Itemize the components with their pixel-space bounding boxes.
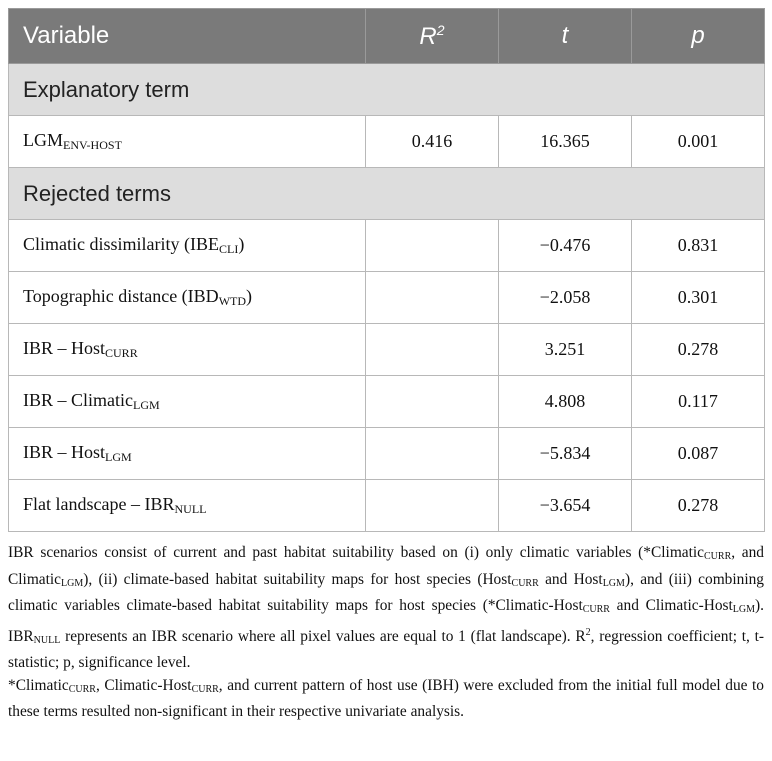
cell-r2 <box>366 272 499 324</box>
cell-variable <box>9 428 366 480</box>
cell-variable <box>9 272 366 324</box>
variable-subscript: LGM <box>133 398 160 412</box>
cell-variable <box>9 480 366 532</box>
header-row <box>9 9 765 64</box>
section-row-explanatory <box>9 64 765 116</box>
note-text: ), and (iii) combining climatic variables climate-based habitat suitability maps for host species (*Climatic-Host <box>8 570 764 614</box>
cell-t: −3.654 <box>499 480 632 532</box>
section-row-rejected <box>9 168 765 220</box>
cell-p: 0.301 <box>632 272 765 324</box>
variable-subscript: CURR <box>105 346 138 360</box>
cell-r2 <box>366 376 499 428</box>
cell-r2: 0.416 <box>366 116 499 168</box>
header-variable: Variable <box>9 9 366 64</box>
variable-text: IBR – Host <box>23 442 106 462</box>
header-t: t <box>499 9 632 64</box>
cell-p: 0.117 <box>632 376 765 428</box>
cell-t: −2.058 <box>499 272 632 324</box>
variable-text: IBR – Climatic <box>23 390 133 410</box>
cell-p: 0.831 <box>632 220 765 272</box>
cell-variable <box>9 324 366 376</box>
note-text: and Climatic-Host <box>609 597 733 614</box>
cell-p: 0.278 <box>632 324 765 376</box>
note-subscript: CURR <box>511 577 539 589</box>
results-table-container <box>8 8 764 724</box>
cell-variable <box>9 220 366 272</box>
note-subscript: CURR <box>582 604 610 615</box>
variable-subscript: NULL <box>174 502 207 516</box>
header-r2-sup: 2 <box>436 21 445 38</box>
cell-r2 <box>366 220 499 272</box>
variable-subscript: CLI <box>218 242 239 256</box>
note-subscript: LGM <box>61 577 84 589</box>
cell-r2 <box>366 324 499 376</box>
variable-tail: ) <box>246 286 253 306</box>
variable-text: Climatic dissimilarity (IBE <box>23 234 219 254</box>
variable-subscript: LGM <box>105 450 132 464</box>
table-footnotes <box>8 542 764 724</box>
note-text: and Host <box>538 570 603 588</box>
note-text: ), (ii) climate-based habitat suitability maps for host species (Host <box>83 570 512 588</box>
cell-p: 0.278 <box>632 480 765 532</box>
note-subscript: NULL <box>33 634 61 646</box>
section-title-explanatory: Explanatory term <box>9 64 765 116</box>
cell-r2 <box>366 480 499 532</box>
note-text: , regression coefficient; t, t-statistic; p, significance level. <box>8 627 765 672</box>
cell-t: 4.808 <box>499 376 632 428</box>
cell-t: −0.476 <box>499 220 632 272</box>
table-row <box>9 220 765 272</box>
note-subscript: LGM <box>732 604 756 615</box>
table-row <box>9 376 765 428</box>
header-p: p <box>632 9 765 64</box>
note-text: , and Climatic <box>8 544 765 588</box>
cell-variable <box>9 376 366 428</box>
variable-subscript: ENV-HOST <box>63 138 122 152</box>
cell-p: 0.087 <box>632 428 765 480</box>
note-subscript: CURR <box>704 551 732 562</box>
note-text: ). IBR <box>8 597 764 645</box>
note-subscript: CURR <box>191 683 219 695</box>
table-row <box>9 116 765 168</box>
variable-text: IBR – Host <box>23 338 106 358</box>
table-row <box>9 480 765 532</box>
note-text: IBR scenarios consist of current and past habitat suitability based on (i) only climatic variables (*Climatic <box>8 544 705 561</box>
table-row <box>9 428 765 480</box>
cell-t: 16.365 <box>499 116 632 168</box>
note-text: , and current pattern of host use (IBH) were excluded from the initial full model due to these terms resulted non-significant in their respective univariate analysis. <box>8 676 764 721</box>
variable-text: LGM <box>23 130 63 150</box>
header-r2 <box>366 9 499 64</box>
footnote-excluded <box>8 675 764 724</box>
variable-tail: ) <box>238 234 245 254</box>
note-text: , Climatic-Host <box>95 676 192 694</box>
note-text: represents an IBR scenario where all pixel values are equal to 1 (flat landscape). R <box>60 627 586 645</box>
note-subscript: LGM <box>602 577 625 589</box>
variable-subscript: WTD <box>218 294 247 308</box>
cell-p: 0.001 <box>632 116 765 168</box>
variable-text: Topographic distance (IBD <box>23 286 219 306</box>
table-row <box>9 324 765 376</box>
cell-t: −5.834 <box>499 428 632 480</box>
note-text: *Climatic <box>8 676 69 694</box>
note-subscript: CURR <box>68 683 96 695</box>
table-row <box>9 272 765 324</box>
cell-variable <box>9 116 366 168</box>
section-title-rejected: Rejected terms <box>9 168 765 220</box>
note-superscript: 2 <box>585 626 591 638</box>
regression-table <box>8 8 765 532</box>
cell-r2 <box>366 428 499 480</box>
variable-text: Flat landscape – IBR <box>23 494 175 514</box>
cell-t: 3.251 <box>499 324 632 376</box>
footnote-scenarios <box>8 542 764 675</box>
header-r2-base: R <box>419 22 437 50</box>
